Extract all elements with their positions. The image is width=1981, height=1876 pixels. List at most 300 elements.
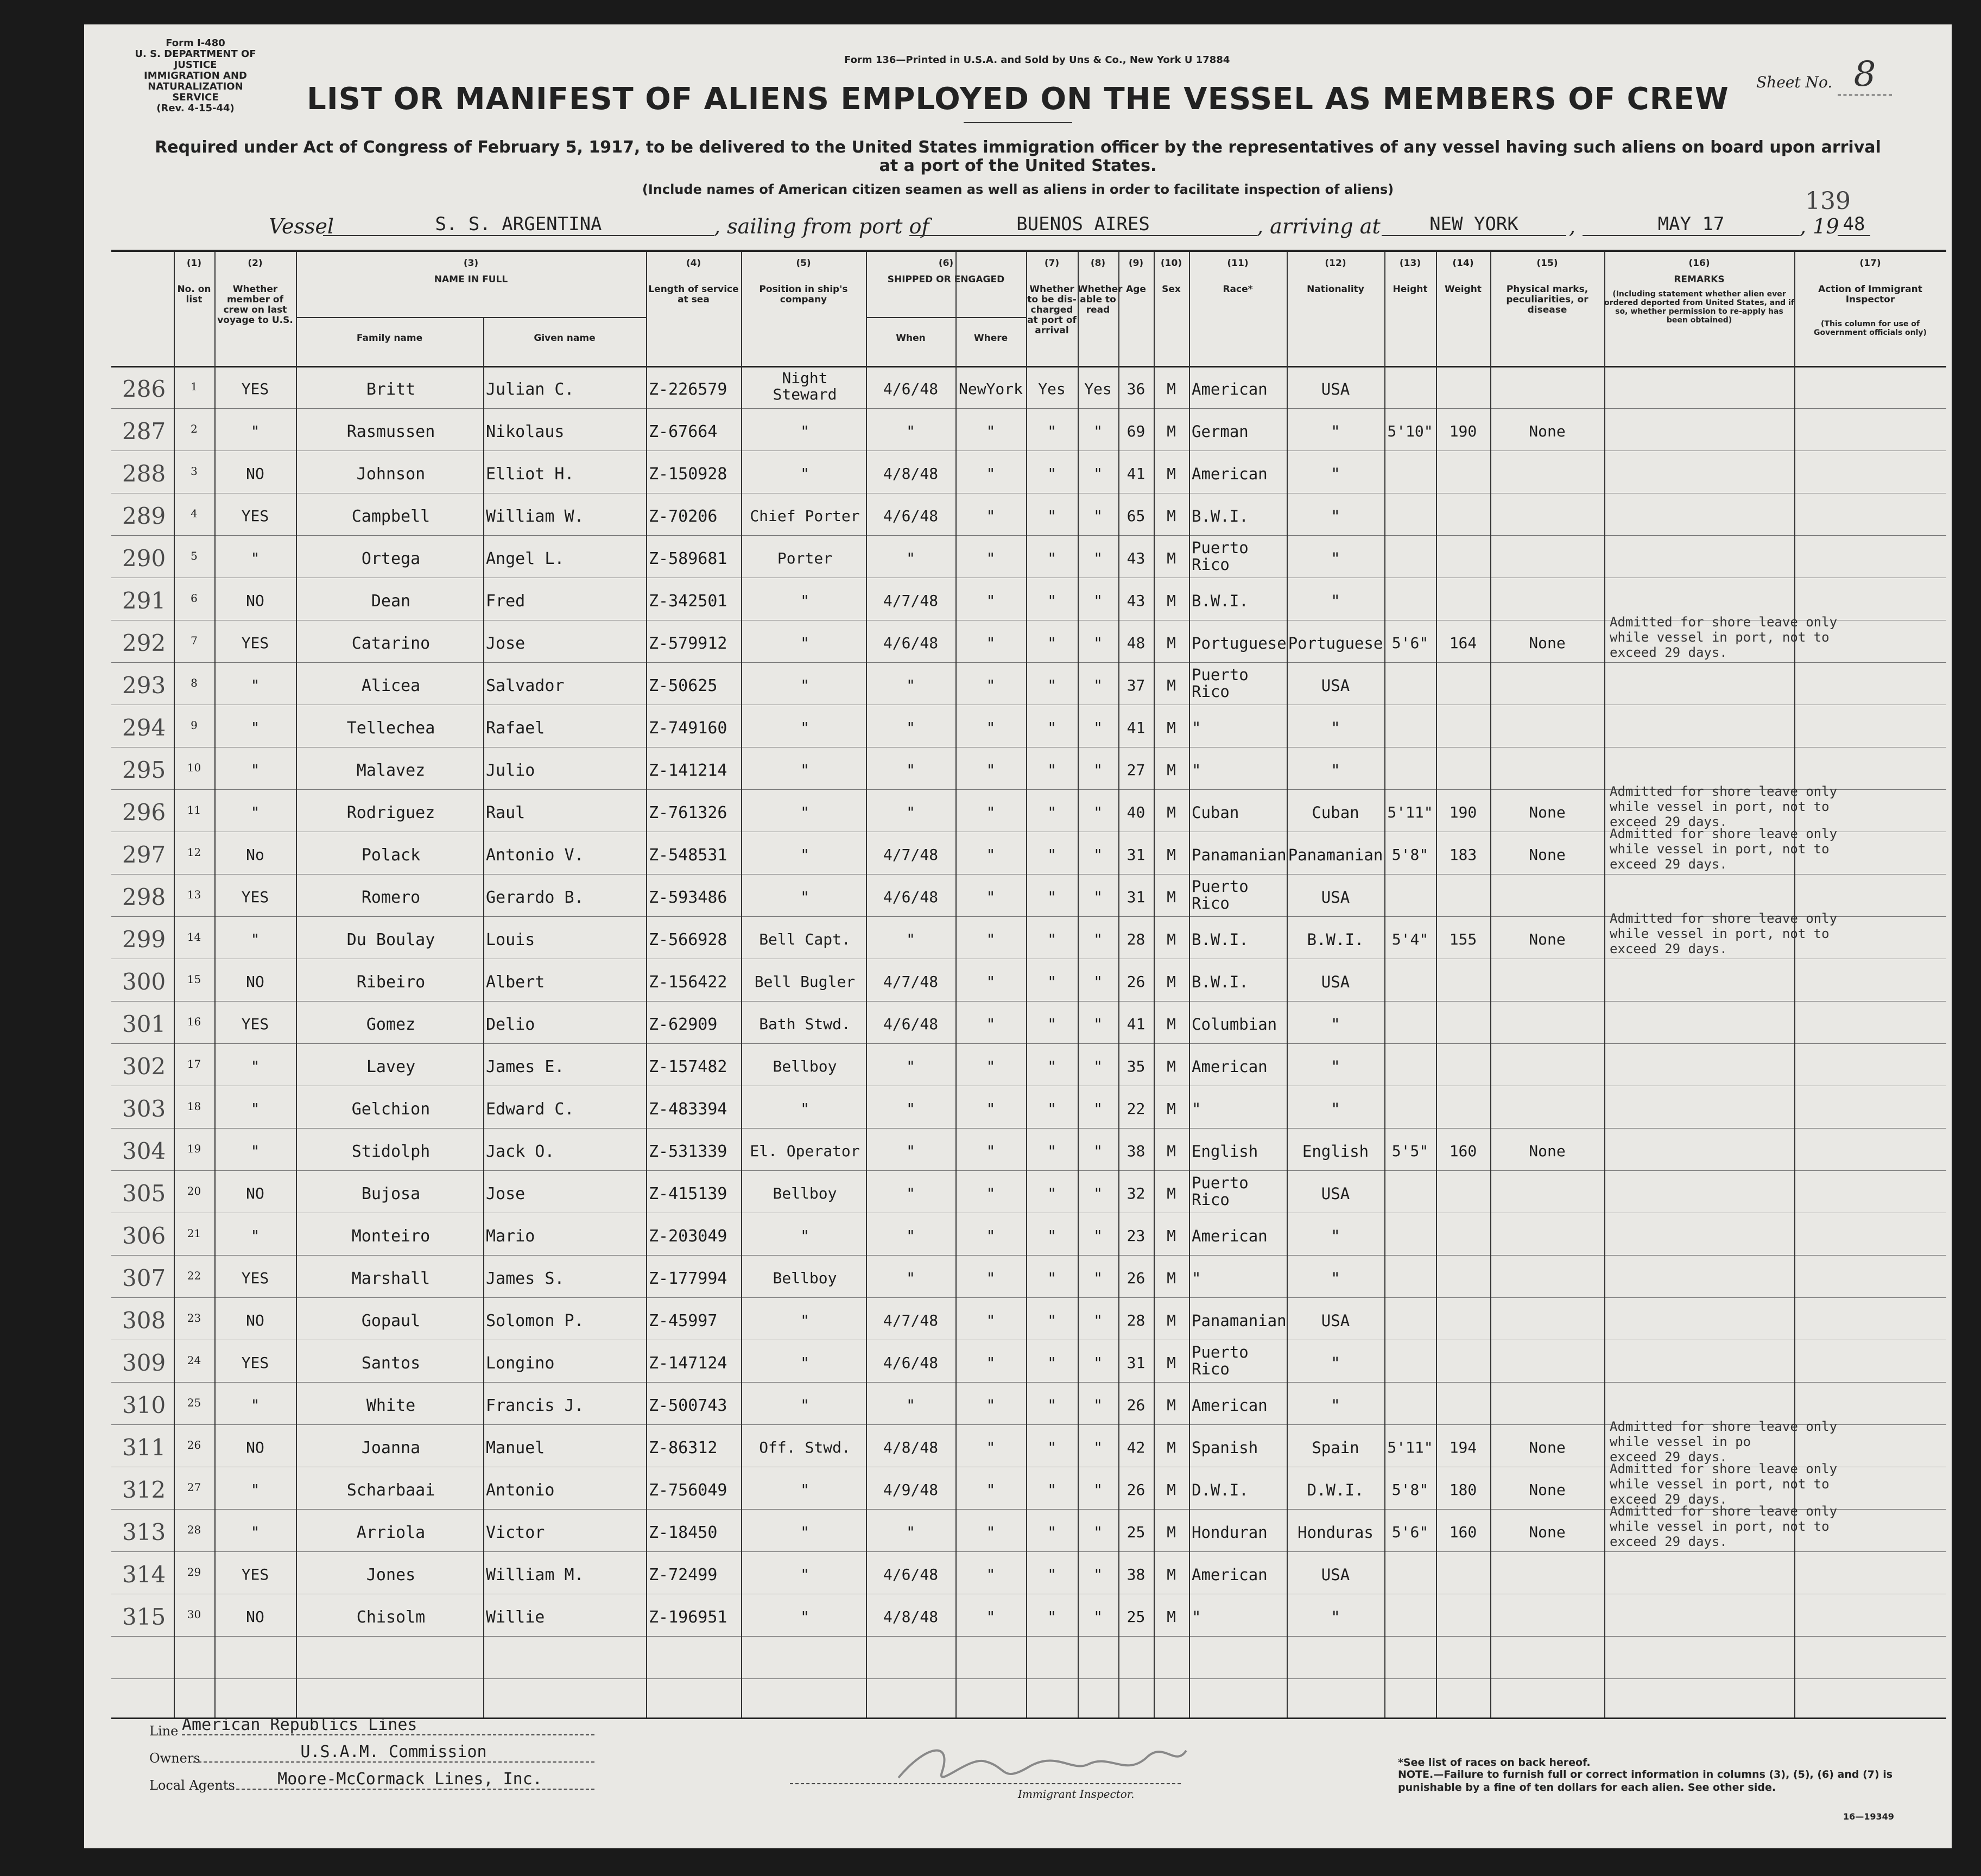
cell-when: " [906, 422, 915, 440]
cell-nat: " [1331, 761, 1340, 779]
cell-race: Panamanian [1192, 846, 1287, 864]
cell-family: Rodriguez [346, 803, 435, 822]
cell-race: Portuguese [1192, 634, 1287, 652]
cell-sex: M [1167, 930, 1176, 948]
cell-dis: " [1047, 888, 1056, 906]
cell-when: " [906, 676, 915, 694]
cell-race: " [1192, 1100, 1201, 1118]
row-rule [111, 1382, 1946, 1383]
margin-number: 305 [122, 1180, 166, 1207]
cell-race: Puerto Rico [1192, 666, 1249, 701]
cell-given: Jose [486, 634, 526, 653]
cell-pos: Porter [777, 549, 833, 567]
cell-when: 4/6/48 [883, 507, 939, 525]
cell-read: " [1093, 1481, 1103, 1499]
cell-family: Joanna [361, 1438, 421, 1457]
cell-crew: YES [241, 1015, 269, 1033]
vessel-label: Vessel [269, 214, 334, 238]
cell-pos: " [800, 719, 809, 737]
column-header: Position in ship's company [759, 284, 848, 305]
subtitle: Required under Act of Congress of February 5, 1917, to be delivered to the United States immigration officer by the representatives of any vessel having such aliens on board upon arrival at a port of the United States. [155, 138, 1881, 175]
cell-race: " [1192, 1608, 1201, 1626]
cell-nat: " [1331, 1354, 1340, 1372]
arriving-label: , arriving at [1257, 214, 1381, 238]
cell-crew: " [250, 422, 260, 440]
printer-note: Form 136—Printed in U.S.A. and Sold by Uns & Co., New York U 17884 [844, 54, 1230, 66]
cell-svc: Z-226579 [649, 380, 727, 399]
cell-svc: Z-203049 [649, 1227, 727, 1246]
cell-svc: Z-593486 [649, 888, 727, 907]
cell-where: " [986, 1227, 996, 1245]
cell-where: " [986, 676, 996, 694]
cell-age: 26 [1126, 973, 1145, 991]
cell-age: 31 [1126, 1354, 1145, 1372]
column-rule [646, 252, 647, 1717]
cell-marks: None [1529, 1438, 1566, 1456]
cell-sex: M [1167, 973, 1176, 991]
form-id: Form I-480 U. S. DEPARTMENT OF JUSTICE IMMIGRATION AND NATURALIZATION SERVICE (Rev. 4-15-44) [135, 37, 256, 114]
cell-pos: Bell Bugler [754, 973, 856, 991]
cell-nat: " [1331, 1015, 1340, 1034]
cell-race: American [1192, 1227, 1268, 1245]
cell-when: 4/8/48 [883, 1608, 939, 1626]
margin-number: 312 [122, 1476, 166, 1503]
cell-where: " [986, 973, 996, 991]
cell-read: " [1093, 846, 1103, 864]
cell-sex: M [1167, 1481, 1176, 1499]
cell-no: 10 [187, 761, 201, 774]
cell-no: 7 [191, 634, 198, 647]
cell-pos: " [800, 465, 809, 483]
cell-sex: M [1167, 1184, 1176, 1202]
cell-when: " [906, 1142, 915, 1160]
cell-wt: 155 [1449, 930, 1477, 948]
cell-age: 26 [1126, 1396, 1145, 1414]
agents-value: Moore-McCormack Lines, Inc. [225, 1770, 594, 1790]
cell-read: " [1093, 1523, 1103, 1541]
cell-when: 4/6/48 [883, 380, 939, 398]
cell-read: " [1093, 1396, 1103, 1414]
column-header: (9) [1128, 258, 1144, 269]
cell-age: 40 [1126, 803, 1145, 821]
cell-pos: " [800, 1523, 809, 1541]
cell-marks: None [1529, 634, 1566, 652]
remark-stamp: Admitted for shore leave only while vessel in port, not to exceed 29 days. [1610, 784, 1838, 829]
cell-nat: USA [1321, 380, 1350, 398]
cell-where: " [986, 1396, 996, 1414]
cell-marks: None [1529, 1523, 1566, 1541]
fine-note: NOTE.—Failure to furnish full or correct information in columns (3), (5), (6) and (7) is punishable by a fine of ten dollars for each alien. See other side. [1398, 1769, 1893, 1793]
cell-crew: " [250, 549, 260, 567]
cell-race: Honduran [1192, 1523, 1268, 1542]
cell-when: " [906, 719, 915, 737]
cell-family: Campbell [351, 507, 431, 526]
cell-when: " [906, 1523, 915, 1541]
margin-number: 307 [122, 1265, 166, 1291]
cell-wt: 160 [1449, 1523, 1477, 1541]
cell-race: Spanish [1192, 1438, 1258, 1457]
cell-where: " [986, 1438, 996, 1456]
cell-race: Columbian [1192, 1015, 1277, 1034]
cell-sex: M [1167, 1015, 1176, 1033]
cell-given: Fred [486, 592, 526, 611]
margin-number: 302 [122, 1053, 166, 1080]
cell-sex: M [1167, 1057, 1176, 1075]
cell-svc: Z-342501 [649, 592, 727, 611]
cell-read: " [1093, 507, 1103, 525]
cell-where: " [986, 592, 996, 610]
cell-read: " [1093, 592, 1103, 610]
vessel-name: S. S. ARGENTINA [323, 213, 714, 236]
cell-where: " [986, 1057, 996, 1075]
cell-sex: M [1167, 1227, 1176, 1245]
cell-where: " [986, 422, 996, 440]
cell-nat: " [1331, 549, 1340, 568]
cell-read: " [1093, 1608, 1103, 1626]
cell-family: Santos [361, 1354, 421, 1373]
column-header: Action of Immigrant Inspector [1818, 284, 1922, 305]
margin-number: 310 [122, 1392, 166, 1418]
margin-number: 306 [122, 1222, 166, 1249]
cell-age: 38 [1126, 1566, 1145, 1583]
margin-number: 301 [122, 1011, 166, 1037]
cell-ht: 5'8" [1391, 1481, 1429, 1499]
cell-nat: USA [1321, 676, 1350, 695]
cell-sex: M [1167, 1396, 1176, 1414]
remark-stamp: Admitted for shore leave only while vessel in port, not to exceed 29 days. [1610, 614, 1838, 660]
cell-when: " [906, 803, 915, 821]
cell-race: " [1192, 719, 1201, 737]
cell-sex: M [1167, 549, 1176, 567]
header-subrule [483, 317, 484, 1717]
cell-given: Nikolaus [486, 422, 565, 441]
cell-when: " [906, 1057, 915, 1075]
cell-crew: " [250, 1396, 260, 1414]
margin-number: 300 [122, 968, 166, 995]
cell-read: " [1093, 422, 1103, 440]
column-header: REMARKS [1674, 274, 1725, 285]
cell-family: Stidolph [351, 1142, 431, 1161]
cell-no: 6 [191, 592, 198, 605]
cell-dis: " [1047, 846, 1056, 864]
cell-family: Gomez [366, 1015, 416, 1034]
column-header: Nationality [1307, 284, 1364, 295]
cell-age: 31 [1126, 888, 1145, 906]
cell-pos: " [800, 1100, 809, 1118]
cell-crew: NO [246, 1608, 264, 1626]
column-header: (11) [1227, 258, 1249, 269]
cell-nat: USA [1321, 1566, 1350, 1584]
cell-no: 21 [187, 1227, 201, 1240]
cell-given: Willie [486, 1608, 545, 1627]
column-header: (8) [1090, 258, 1106, 269]
cell-dis: " [1047, 676, 1056, 694]
remark-stamp: Admitted for shore leave only while vessel in port, not to exceed 29 days. [1610, 1504, 1838, 1549]
cell-nat: " [1331, 1227, 1340, 1245]
cell-crew: " [250, 1142, 260, 1160]
cell-svc: Z-196951 [649, 1608, 727, 1627]
crew-table [111, 250, 1946, 1719]
cell-family: Britt [366, 380, 416, 399]
races-note: *See list of races on back hereof. [1398, 1757, 1591, 1769]
margin-number: 295 [122, 757, 166, 783]
cell-svc: Z-589681 [649, 549, 727, 568]
cell-nat: Cuban [1312, 803, 1359, 822]
cell-given: Jack O. [486, 1142, 555, 1161]
cell-race: Puerto Rico [1192, 1174, 1249, 1209]
row-rule [111, 408, 1946, 409]
cell-read: " [1093, 634, 1103, 652]
cell-family: Scharbaai [346, 1481, 435, 1500]
cell-no: 16 [187, 1015, 201, 1028]
cell-read: " [1093, 1354, 1103, 1372]
cell-race: D.W.I. [1192, 1481, 1249, 1499]
cell-given: Julian C. [486, 380, 574, 399]
cell-marks: None [1529, 422, 1566, 440]
cell-age: 48 [1126, 634, 1145, 652]
cell-no: 11 [187, 803, 201, 816]
cell-sex: M [1167, 592, 1176, 610]
column-header: Where [973, 333, 1008, 344]
cell-nat: USA [1321, 973, 1350, 991]
cell-svc: Z-531339 [649, 1142, 727, 1161]
cell-svc: Z-86312 [649, 1438, 718, 1457]
cell-where: " [986, 761, 996, 779]
cell-where: " [986, 507, 996, 525]
cell-given: James E. [486, 1057, 565, 1076]
cell-family: Monteiro [351, 1227, 431, 1246]
margin-number: 287 [122, 418, 166, 445]
cell-crew: " [250, 761, 260, 779]
row-rule [111, 1001, 1946, 1002]
cell-nat: " [1331, 592, 1340, 610]
cell-where: " [986, 888, 996, 906]
cell-svc: Z-62909 [649, 1015, 718, 1034]
line-label: Line [149, 1723, 179, 1739]
cell-nat: " [1331, 1057, 1340, 1076]
cell-pos: " [800, 846, 809, 864]
cell-svc: Z-177994 [649, 1269, 727, 1288]
column-header: Age [1126, 284, 1146, 295]
cell-pos: " [800, 1608, 809, 1626]
column-rule [741, 252, 742, 1717]
cell-sex: M [1167, 507, 1176, 525]
cell-read: " [1093, 1438, 1103, 1456]
cell-when: 4/6/48 [883, 634, 939, 652]
column-header: Family name [356, 333, 423, 344]
manifest-sheet [84, 24, 1952, 1848]
cell-crew: YES [241, 380, 269, 398]
row-rule [111, 1128, 1946, 1129]
cell-family: Johnson [356, 465, 426, 484]
cell-race: English [1192, 1142, 1258, 1161]
cell-where: " [986, 1523, 996, 1541]
cell-family: Malavez [356, 761, 426, 780]
stamp-number: 139 [1805, 187, 1851, 215]
cell-pos: " [800, 1227, 809, 1245]
cell-crew: NO [246, 973, 264, 991]
column-header: No. on list [177, 284, 211, 305]
margin-number: 291 [122, 587, 166, 614]
cell-dis: " [1047, 1015, 1056, 1033]
cell-crew: " [250, 719, 260, 737]
column-header: (16) [1688, 258, 1710, 269]
column-header: (17) [1859, 258, 1881, 269]
cell-age: 43 [1126, 549, 1145, 567]
row-rule [111, 1297, 1946, 1298]
cell-read: " [1093, 1227, 1103, 1245]
row-rule [111, 535, 1946, 536]
cell-where: " [986, 549, 996, 567]
cell-given: Manuel [486, 1438, 545, 1457]
cell-sex: M [1167, 1100, 1176, 1118]
cell-family: Gelchion [351, 1100, 431, 1119]
year: 48 [1838, 213, 1870, 236]
cell-race: B.W.I. [1192, 507, 1249, 525]
cell-marks: None [1529, 1481, 1566, 1499]
cell-race: American [1192, 380, 1268, 398]
cell-given: Antonio [486, 1481, 555, 1500]
cell-given: Gerardo B. [486, 888, 584, 907]
cell-race: " [1192, 1269, 1201, 1288]
cell-when: 4/6/48 [883, 888, 939, 906]
margin-number: 299 [122, 926, 166, 953]
cell-dis: " [1047, 592, 1056, 610]
column-header: (12) [1325, 258, 1346, 269]
cell-pos: " [800, 1311, 809, 1329]
remark-stamp: Admitted for shore leave only while vessel in port, not to exceed 29 days. [1610, 826, 1838, 872]
cell-given: Raul [486, 803, 526, 822]
cell-sex: M [1167, 1608, 1176, 1626]
cell-dis: " [1047, 1184, 1056, 1202]
sheet-label: Sheet No. [1756, 73, 1833, 91]
cell-age: 25 [1126, 1608, 1145, 1626]
cell-age: 65 [1126, 507, 1145, 525]
cell-race: American [1192, 1057, 1268, 1076]
cell-nat: USA [1321, 1311, 1350, 1330]
cell-sex: M [1167, 1523, 1176, 1541]
header-subrule [296, 317, 646, 318]
cell-dis: " [1047, 507, 1056, 525]
cell-family: Tellechea [346, 719, 435, 738]
cell-no: 27 [187, 1481, 201, 1494]
cell-dis: " [1047, 1057, 1056, 1075]
cell-race: German [1192, 422, 1249, 441]
cell-race: " [1192, 761, 1201, 779]
cell-dis: " [1047, 1523, 1056, 1541]
cell-where: " [986, 1566, 996, 1583]
cell-wt: 164 [1449, 634, 1477, 652]
cell-no: 26 [187, 1438, 201, 1452]
cell-ht: 5'11" [1387, 1438, 1433, 1456]
cell-svc: Z-749160 [649, 719, 727, 738]
cell-marks: None [1529, 803, 1566, 821]
cell-svc: Z-141214 [649, 761, 727, 780]
cell-crew: YES [241, 1269, 269, 1287]
cell-when: " [906, 761, 915, 779]
cell-given: Victor [486, 1523, 545, 1542]
cell-no: 2 [191, 422, 198, 435]
cell-pos: Bellboy [773, 1184, 837, 1202]
cell-sex: M [1167, 846, 1176, 864]
cell-nat: D.W.I. [1307, 1481, 1364, 1499]
row-rule [111, 1636, 1946, 1637]
cell-race: American [1192, 1396, 1268, 1415]
cell-family: Rasmussen [346, 422, 435, 441]
cell-crew: No [246, 846, 264, 864]
cell-svc: Z-756049 [649, 1481, 727, 1500]
cell-ht: 5'8" [1391, 846, 1429, 864]
cell-race: Puerto Rico [1192, 877, 1249, 912]
row-rule [111, 662, 1946, 663]
cell-svc: Z-566928 [649, 930, 727, 949]
margin-number: 288 [122, 460, 166, 487]
cell-family: Catarino [351, 634, 431, 653]
column-header: (15) [1536, 258, 1558, 269]
cell-family: Lavey [366, 1057, 416, 1076]
cell-dis: " [1047, 422, 1056, 440]
cell-family: Marshall [351, 1269, 431, 1288]
cell-crew: " [250, 803, 260, 821]
cell-no: 17 [187, 1057, 201, 1070]
cell-race: American [1192, 1566, 1268, 1584]
cell-svc: Z-150928 [649, 465, 727, 484]
column-rule [1604, 252, 1605, 1717]
cell-when: " [906, 1269, 915, 1287]
remark-stamp: Admitted for shore leave only while vessel in port, not to exceed 29 days. [1610, 1461, 1838, 1507]
cell-where: " [986, 1015, 996, 1033]
cell-when: 4/7/48 [883, 1311, 939, 1329]
cell-crew: NO [246, 465, 264, 483]
cell-sex: M [1167, 719, 1176, 737]
cell-no: 13 [187, 888, 201, 901]
cell-age: 41 [1126, 465, 1145, 483]
column-header: Whether to be dis-charged at port of arrival [1027, 284, 1077, 336]
cell-crew: YES [241, 1354, 269, 1372]
column-header: (6) [938, 258, 954, 269]
cell-nat: USA [1321, 888, 1350, 907]
cell-pos: Bell Capt. [759, 930, 851, 948]
cell-family: Alicea [361, 676, 421, 695]
cell-age: 26 [1126, 1269, 1145, 1287]
column-header: (4) [686, 258, 701, 269]
cell-family: Jones [366, 1566, 416, 1585]
cell-dis: " [1047, 1608, 1056, 1626]
column-header: When [896, 333, 926, 344]
cell-age: 28 [1126, 1311, 1145, 1329]
cell-nat: " [1331, 422, 1340, 441]
cell-ht: 5'11" [1387, 803, 1433, 821]
cell-pos: Bellboy [773, 1057, 837, 1075]
cell-dis: " [1047, 1566, 1056, 1583]
cell-race: American [1192, 465, 1268, 483]
cell-no: 4 [191, 507, 198, 520]
cell-pos: " [800, 592, 809, 610]
cell-when: 4/7/48 [883, 846, 939, 864]
margin-number: 290 [122, 545, 166, 572]
column-header: (5) [796, 258, 811, 269]
cell-no: 14 [187, 930, 201, 943]
cell-age: 41 [1126, 719, 1145, 737]
cell-when: 4/7/48 [883, 973, 939, 991]
cell-age: 32 [1126, 1184, 1145, 1202]
cell-no: 23 [187, 1311, 201, 1324]
margin-number: 308 [122, 1307, 166, 1334]
cell-family: Gopaul [361, 1311, 421, 1330]
cell-family: Polack [361, 846, 421, 865]
cell-when: 4/6/48 [883, 1015, 939, 1033]
cell-no: 3 [191, 465, 198, 478]
